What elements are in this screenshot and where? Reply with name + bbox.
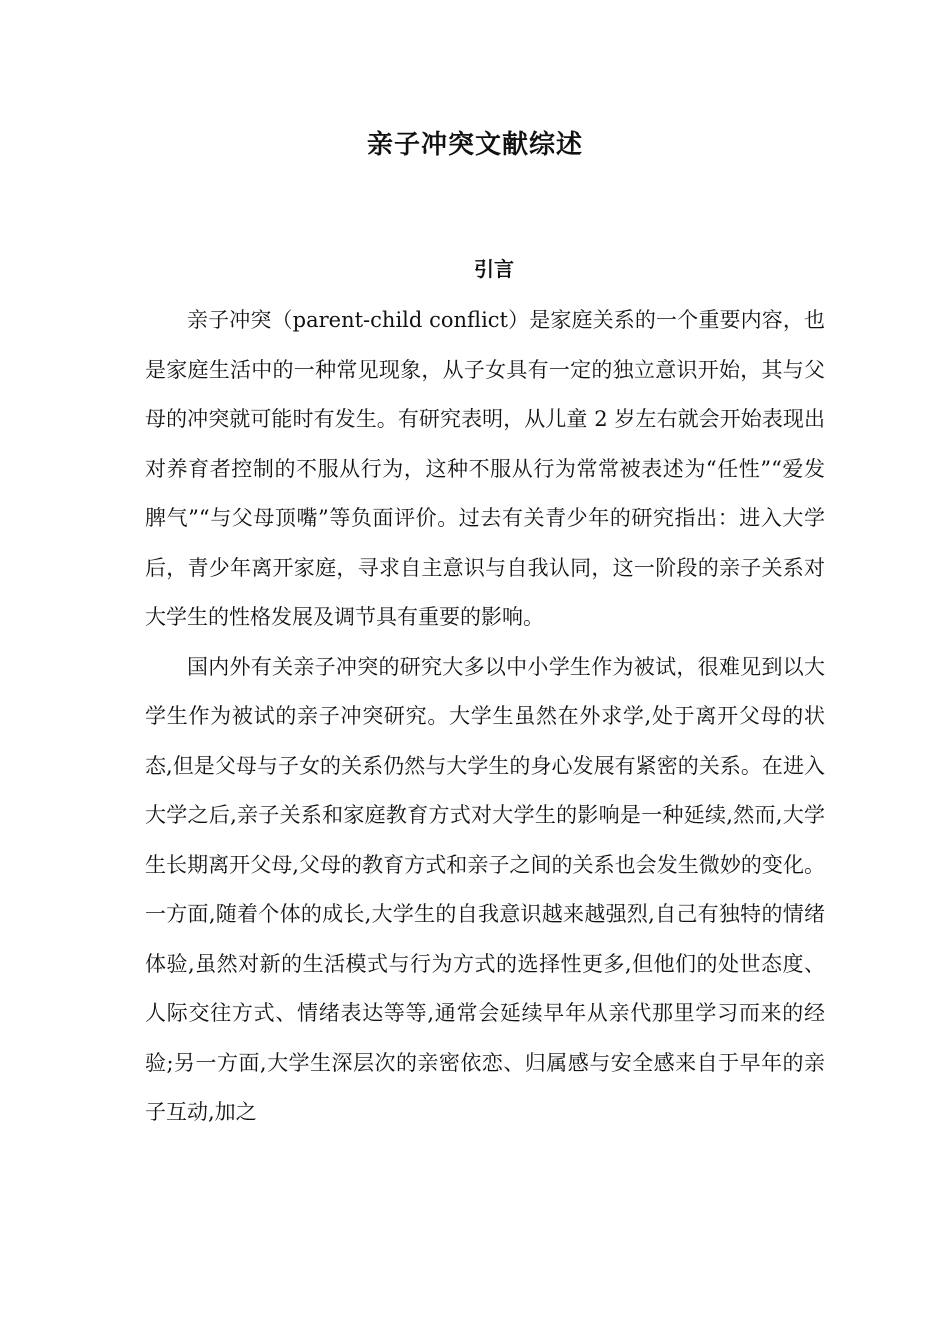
paragraph: 亲子冲突（parent-child conflict）是家庭关系的一个重要内容，也是家庭生活中的一种常见现象，从子女具有一定的独立意识开始，其与父母的冲突就可能时有发生。有研究表明，从儿童 2 岁左右就会开始表现出对养育者控制的不服从行为，这种不服从行为常常被表述为“任性”“爱发脾气”“与父母顶嘴”等负面评价。过去有关青少年的研究指出：进入大学后，青少年离开家庭，寻求自主意识与自我认同，这一阶段的亲子关系对大学生的性格发展及调节具有重要的影响。 <box>145 308 825 629</box>
paragraph: 国内外有关亲子冲突的研究大多以中小学生作为被试，很难见到以大学生作为被试的亲子冲突研究。大学生虽然在外求学,处于离开父母的状态,但是父母与子女的关系仍然与大学生的身心发展有紧密的关系。在进入大学之后,亲子关系和家庭教育方式对大学生的影响是一种延续,然而,大学生长期离开父母,父母的教育方式和亲子之间的关系也会发生微妙的变化。一方面,随着个体的成长,大学生的自我意识越来越强烈,自己有独特的情绪体验,虽然对新的生活模式与行为方式的选择性更多,但他们的处世态度、人际交往方式、情绪表达等等,通常会延续早年从亲代那里学习而来的经验;另一方面,大学生深层次的亲密依恋、归属感与安全感来自于早年的亲子互动,加之 <box>145 654 825 1124</box>
document-body <box>145 296 825 1138</box>
document-title: 亲子冲突文献综述 <box>366 130 583 160</box>
section-heading: 引言 <box>474 257 514 281</box>
